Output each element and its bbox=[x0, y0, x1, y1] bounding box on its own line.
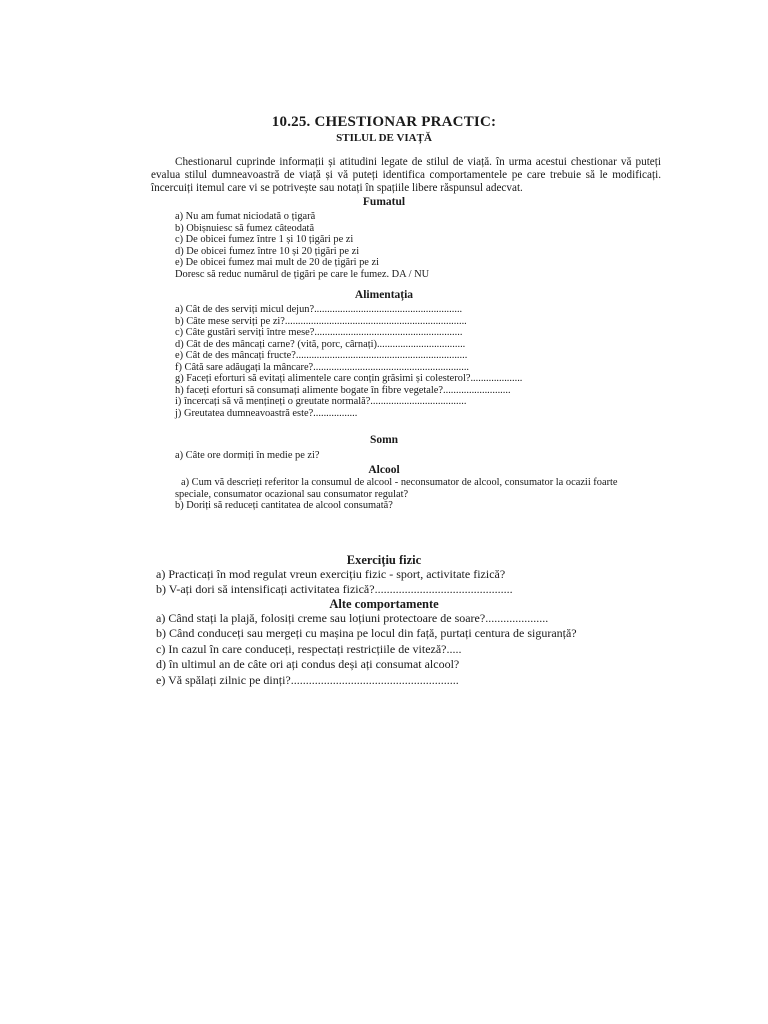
list-item: a) Câte ore dormiți în medie pe zi? bbox=[175, 450, 320, 461]
list-item: e) De obicei fumez mai mult de 20 de țigări pe zi bbox=[175, 257, 379, 268]
list-item: c) Câte gustări serviți între mese?......................................................... bbox=[175, 327, 463, 338]
list-item: e) Cât de des mâncați fructe?.................................................................. bbox=[175, 350, 468, 361]
section-heading-exercitiu-fizic: Exercițiu fizic bbox=[346, 553, 422, 567]
list-item: b) Obișnuiesc să fumez câteodată bbox=[175, 222, 315, 234]
list-item: e) Vă spălați zilnic pe dinți?........................................................ bbox=[156, 672, 459, 687]
section-heading-somn: Somn bbox=[369, 434, 399, 446]
list-item: a) Când stați la plajă, folosiți creme sau loțiuni protectoare de soare?..................... bbox=[156, 611, 549, 625]
list-item: c) In cazul în care conduceți, respectați restricțiile de viteză?..... bbox=[156, 641, 462, 656]
list-item: b) Când conduceți sau mergeți cu mașina pe locul din față, purtați centura de siguranță? bbox=[156, 626, 577, 641]
section-heading-alimentatia: Alimentația bbox=[354, 289, 414, 301]
list-item: j) Greutatea dumneavoastră este?................. bbox=[175, 407, 358, 419]
list-item: Doresc să reduc numărul de țigări pe care le fumez. DA / NU bbox=[175, 268, 430, 280]
alimentatia-list bbox=[175, 304, 522, 419]
fumatul-list bbox=[175, 211, 429, 280]
list-item: a) Nu am fumat niciodată o țigară bbox=[175, 211, 316, 222]
exercitiu-list bbox=[156, 567, 513, 598]
list-item: i) încercați să vă mențineți o greutate normală?..................................... bbox=[175, 396, 467, 407]
list-item: a) Cât de des serviți micul dejun?......................................................... bbox=[175, 304, 463, 315]
section-heading-fumatul: Fumatul bbox=[362, 196, 406, 208]
list-item: f) Câtă sare adăugați la mâncare?............................................................ bbox=[175, 361, 470, 373]
somn-list bbox=[175, 450, 320, 462]
intro-paragraph bbox=[151, 156, 661, 196]
list-item: d) în ultimul an de câte ori ați condus deși ați consumat alcool? bbox=[156, 657, 460, 672]
section-heading-alte-comportamente: Alte comportamente bbox=[329, 597, 439, 611]
page-title: 10.25. CHESTIONAR PRACTIC: bbox=[271, 114, 497, 130]
list-item: a) Cum vă descrieți referitor la consumul de alcool - neconsumator de alcool, consumator la ocazii foarte speciale, consumator ocazional sau consumator regulat? bbox=[175, 477, 618, 500]
list-item: c) De obicei fumez între 1 și 10 țigări pe zi bbox=[175, 234, 354, 245]
list-item: d) De obicei fumez între 10 și 20 țigări pe zi bbox=[175, 245, 360, 257]
list-item: h) faceți eforturi să consumați alimente bogate în fibre vegetale?.......................... bbox=[175, 384, 511, 396]
list-item: g) Faceți eforturi să evitați alimentele care conțin grăsimi și colesterol?.................... bbox=[175, 373, 523, 384]
list-item: a) Practicați în mod regulat vreun exercițiu fizic - sport, activitate fizică? bbox=[156, 567, 506, 581]
intro-text: Chestionarul cuprinde informații și atitudini legate de stilul de viață. în urma acestui chestionar vă puteți evalua stilul dumneavoastră de viață și vă puteți identifica comportamentele pe care trebuie să le modificați. încercuiți itemul care vi se potrivește sau notați în spațiile libere răspunsul adecvat. bbox=[151, 156, 661, 195]
alcool-list bbox=[175, 477, 645, 512]
list-item: b) V-ați dori să intensificați activitatea fizică?.............................................. bbox=[156, 582, 513, 597]
list-item: d) Cât de des mâncați carne? (vită, porc, cârnați).................................. bbox=[175, 338, 466, 350]
section-heading-alcool: Alcool bbox=[368, 464, 400, 476]
alte-list bbox=[156, 611, 577, 688]
page-subtitle: STILUL DE VIAȚĂ bbox=[336, 132, 432, 144]
list-item: b) Câte mese serviți pe zi?...................................................................... bbox=[175, 315, 467, 327]
list-item: b) Doriți să reduceți cantitatea de alcool consumată? bbox=[175, 500, 393, 511]
